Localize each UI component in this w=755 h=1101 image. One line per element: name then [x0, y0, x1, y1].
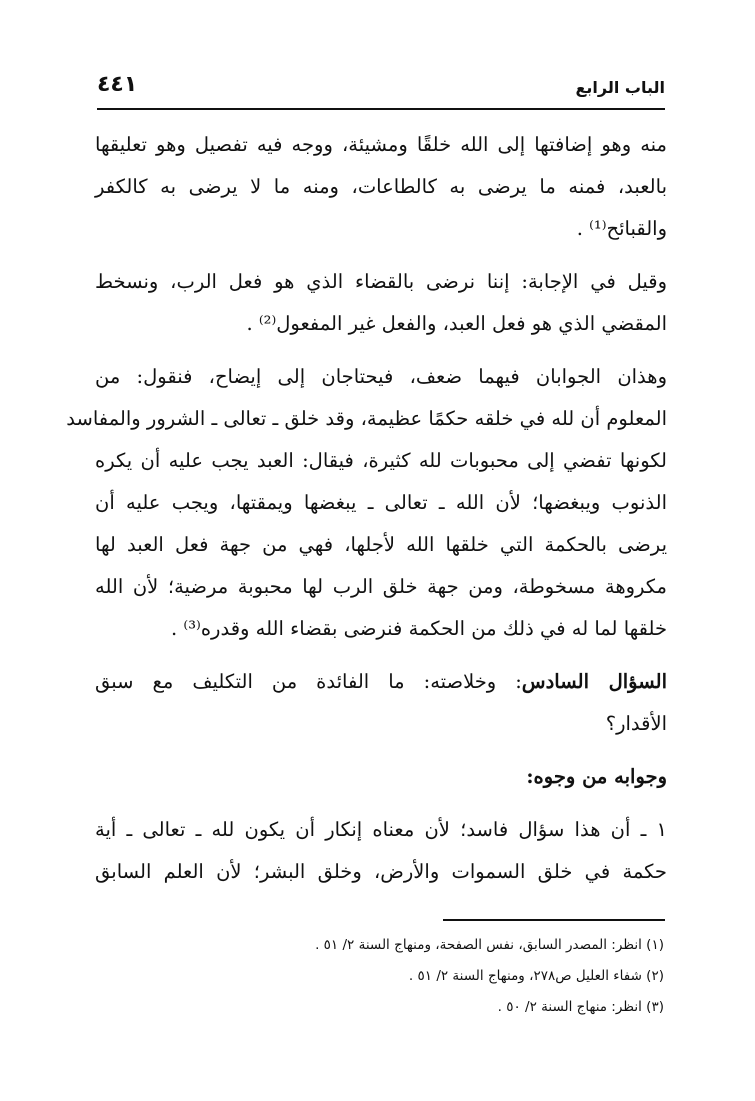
text-line: خلقها لما له في ذلك من الحكمة فنرضى بقضاء الله وقدره⁽³⁾ . [171, 617, 667, 640]
text-line: لكونها تفضي إلى محبوبات لله كثيرة، فيقال: العبد يجب عليه أن يكره [95, 449, 667, 472]
text-line: وقيل في الإجابة: إننا نرضى بالقضاء الذي هو فعل الرب، ونسخط [95, 270, 667, 293]
text-line: حكمة في خلق السموات والأرض، وخلق البشر؛ لأن العلم السابق [95, 860, 667, 883]
text-line: ١ ـ أن هذا سؤال فاسد؛ لأن معناه إنكار أن يكون لله ـ تعالى ـ أية [95, 818, 667, 841]
answer-heading: وجوابه من وجوه: [526, 765, 667, 788]
text-line: الذنوب ويبغضها؛ لأن الله ـ تعالى ـ يبغضها ويمقتها، ويجب عليه أن [95, 491, 667, 514]
question-line [95, 661, 667, 703]
footnotes [104, 930, 664, 1023]
page-header [97, 68, 665, 110]
text-line: المقضي الذي هو فعل العبد، والفعل غير المفعول⁽²⁾ . [246, 312, 667, 335]
footnote-2: (٢) شفاء العليل ص٢٧٨، ومنهاج السنة ٢/ ٥١ . [408, 968, 664, 984]
footnote-1: (١) انظر: المصدر السابق، نفس الصفحة، ومنهاج السنة ٢/ ٥١ . [315, 937, 664, 953]
running-title: الباب الرابع [575, 78, 665, 97]
text-line: وهذان الجوابان فيهما ضعف، فيحتاجان إلى إيضاح، فنقول: من [95, 365, 667, 388]
page-number: ٤٤١ [97, 72, 138, 97]
paragraph-1 [95, 124, 667, 250]
question-section [95, 661, 667, 745]
main-text [66, 124, 667, 893]
text-line: يرضى بالحكمة التي خلقها الله لأجلها، فهي من جهة فعل العبد لها [95, 533, 667, 556]
answer-heading-block [95, 756, 667, 798]
footnote-3: (٣) انظر: منهاج السنة ٢/ ٥٠ . [497, 999, 664, 1015]
text-line: بالعبد، فمنه ما يرضى به كالطاعات، ومنه ما لا يرضى به كالكفر [95, 175, 667, 198]
text-line: مكروهة مسخوطة، ومن جهة خلق الرب لها محبوبة مرضية؛ لأن الله [95, 575, 667, 598]
question-line-2: الأقدار؟ [605, 712, 667, 735]
paragraph-2 [95, 261, 667, 345]
text-line: والقبائح⁽¹⁾ . [576, 217, 667, 240]
text-line: منه وهو إضافتها إلى الله خلقًا ومشيئة، ووجه فيه تفصيل وهو تعليقها [95, 133, 667, 156]
text-line: المعلوم أن لله في خلقه حكمًا عظيمة، وقد خلق ـ تعالى ـ الشرور والمفاسد [66, 407, 667, 430]
footnote-divider [443, 919, 665, 921]
question-label: السؤال السادس [521, 670, 667, 693]
paragraph-final [95, 809, 667, 893]
question-text: : وخلاصته: ما الفائدة من التكليف مع سبق [95, 670, 522, 693]
paragraph-3 [66, 356, 667, 650]
